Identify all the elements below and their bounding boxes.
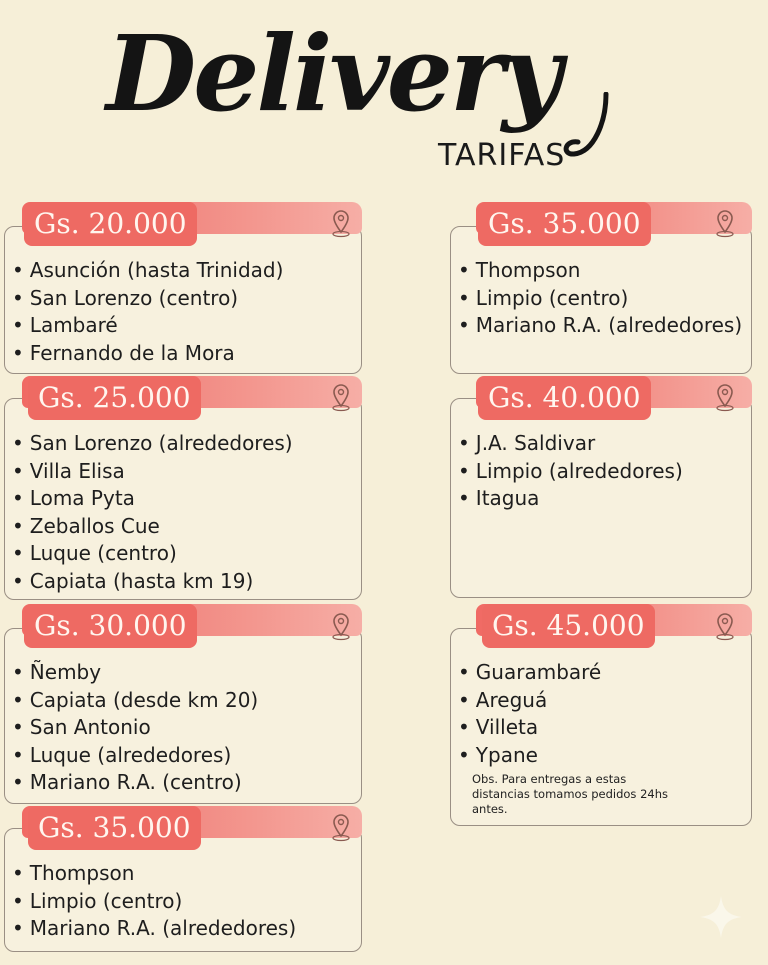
zone-price: Gs. 35.000 <box>28 806 201 850</box>
zone-places-list <box>12 860 296 943</box>
list-item: • Luque (alrededores) <box>12 742 258 770</box>
page-subtitle: TARIFAS <box>438 138 566 173</box>
list-item: • Lambaré <box>12 312 283 340</box>
list-item: • J.A. Saldivar <box>458 430 683 458</box>
zone-places-list <box>458 257 742 340</box>
list-item: • Guarambaré <box>458 659 601 687</box>
list-item: • Areguá <box>458 687 601 715</box>
zone-price: Gs. 35.000 <box>478 202 651 246</box>
zone-price: Gs. 30.000 <box>24 604 197 648</box>
zone-price: Gs. 25.000 <box>28 376 201 420</box>
zone-places-list <box>12 659 258 797</box>
list-item: • Capiata (hasta km 19) <box>12 568 293 596</box>
map-pin-icon <box>330 812 352 842</box>
map-pin-icon <box>330 208 352 238</box>
list-item: • Itagua <box>458 485 683 513</box>
list-item: • Loma Pyta <box>12 485 293 513</box>
sparkle-icon <box>698 894 744 940</box>
zone-places-list <box>458 659 601 769</box>
list-item: • Ñemby <box>12 659 258 687</box>
list-item: • Thompson <box>458 257 742 285</box>
list-item: • Ypane <box>458 742 601 770</box>
map-pin-icon <box>714 208 736 238</box>
list-item: • Villa Elisa <box>12 458 293 486</box>
list-item: • San Lorenzo (centro) <box>12 285 283 313</box>
list-item: • Thompson <box>12 860 296 888</box>
map-pin-icon <box>330 382 352 412</box>
list-item: • Zeballos Cue <box>12 513 293 541</box>
list-item: • Mariano R.A. (centro) <box>12 769 258 797</box>
zone-places-list <box>12 257 283 367</box>
map-pin-icon <box>714 382 736 412</box>
list-item: • Fernando de la Mora <box>12 340 283 368</box>
title-swash <box>560 92 620 162</box>
list-item: • San Antonio <box>12 714 258 742</box>
map-pin-icon <box>330 611 352 641</box>
zone-places-list <box>12 430 293 595</box>
list-item: • Mariano R.A. (alrededores) <box>458 312 742 340</box>
list-item: • Mariano R.A. (alrededores) <box>12 915 296 943</box>
list-item: • Villeta <box>458 714 601 742</box>
page-title: Delivery <box>106 12 560 135</box>
list-item: • Limpio (centro) <box>458 285 742 313</box>
list-item: • Limpio (centro) <box>12 888 296 916</box>
zone-note: Obs. Para entregas a estas distancias tomamos pedidos 24hs antes. <box>472 772 668 816</box>
list-item: • Luque (centro) <box>12 540 293 568</box>
list-item: • Limpio (alrededores) <box>458 458 683 486</box>
zone-places-list <box>458 430 683 513</box>
list-item: • Asunción (hasta Trinidad) <box>12 257 283 285</box>
zone-price: Gs. 20.000 <box>24 202 197 246</box>
zone-price: Gs. 45.000 <box>482 604 655 648</box>
zone-price: Gs. 40.000 <box>478 376 651 420</box>
map-pin-icon <box>714 611 736 641</box>
list-item: • San Lorenzo (alrededores) <box>12 430 293 458</box>
list-item: • Capiata (desde km 20) <box>12 687 258 715</box>
